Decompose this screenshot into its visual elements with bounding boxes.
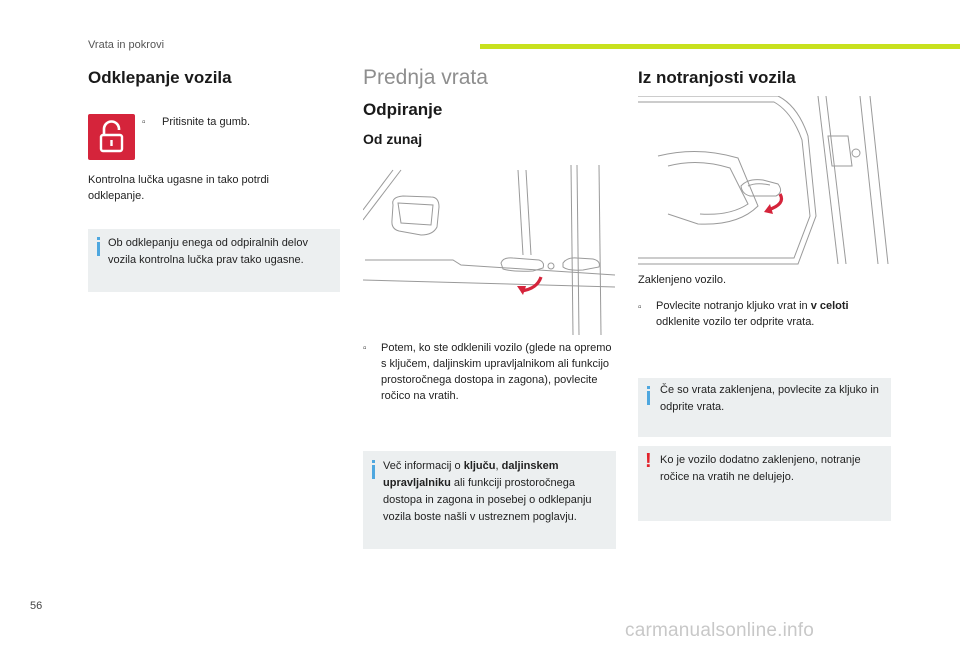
info-text-left: Ob odklepanju enega od odpiralnih delov vozila kontrolna lučka prav tako ugasne. xyxy=(108,237,308,266)
bullet-icon: ▫ xyxy=(142,117,146,128)
info-box-right xyxy=(638,378,891,437)
info-icon xyxy=(97,237,100,240)
warning-icon: ! xyxy=(645,450,652,472)
opening-heading: Odpiranje xyxy=(363,100,443,119)
interior-door-handle-illustration xyxy=(638,96,891,268)
info-text-middle: Več informacij o ključu, daljinskem upravljalniku ali funkciji prostoročnega dostopa in zagona in posebej o odklepanju vozila boste našli v ustreznem poglavju. xyxy=(383,460,592,523)
from-inside-heading: Iz notranjosti vozila xyxy=(638,68,796,87)
info-box-left xyxy=(88,229,340,292)
bullet-icon: ▫ xyxy=(363,343,367,354)
info-icon xyxy=(647,386,650,389)
info-icon xyxy=(372,460,375,463)
unlock-title: Odklepanje vozila xyxy=(88,68,232,87)
from-outside-heading: Od zunaj xyxy=(363,131,423,147)
warning-box xyxy=(638,446,891,521)
info-text-right: Če so vrata zaklenjena, povlecite za kljuko in odprite vrata. xyxy=(660,384,879,413)
step-pull-handle: Potem, ko ste odklenili vozilo (glede na opremo s ključem, daljinskim upravljalnikom ali funkcijo prostoročnega dostopa in zagona), povlecite ročico na vratih. xyxy=(381,342,612,402)
padlock-open-icon xyxy=(88,114,135,160)
front-doors-heading: Prednja vrata xyxy=(363,66,488,89)
exterior-door-handle-illustration xyxy=(363,165,616,335)
step-pull-inner-handle: Povlecite notranjo kljuko vrat in v celoti odklenite vozilo ter odprite vrata. xyxy=(656,300,849,328)
header-accent-bar xyxy=(480,44,960,49)
info-box-middle xyxy=(363,451,616,549)
unlock-button-illustration xyxy=(88,114,135,160)
locked-vehicle-caption: Zaklenjeno vozilo. xyxy=(638,274,727,286)
warning-text: Ko je vozilo dodatno zaklenjeno, notranje ročice na vratih ne delujejo. xyxy=(660,454,861,483)
section-label: Vrata in pokrovi xyxy=(88,39,165,51)
step-press-button: Pritisnite ta gumb. xyxy=(162,116,251,128)
unlock-confirm-text: Kontrolna lučka ugasne in tako potrdi odklepanje. xyxy=(88,174,270,202)
bullet-icon: ▫ xyxy=(638,302,642,313)
page-number: 56 xyxy=(30,600,43,612)
watermark: carmanualsonline.info xyxy=(625,620,815,641)
